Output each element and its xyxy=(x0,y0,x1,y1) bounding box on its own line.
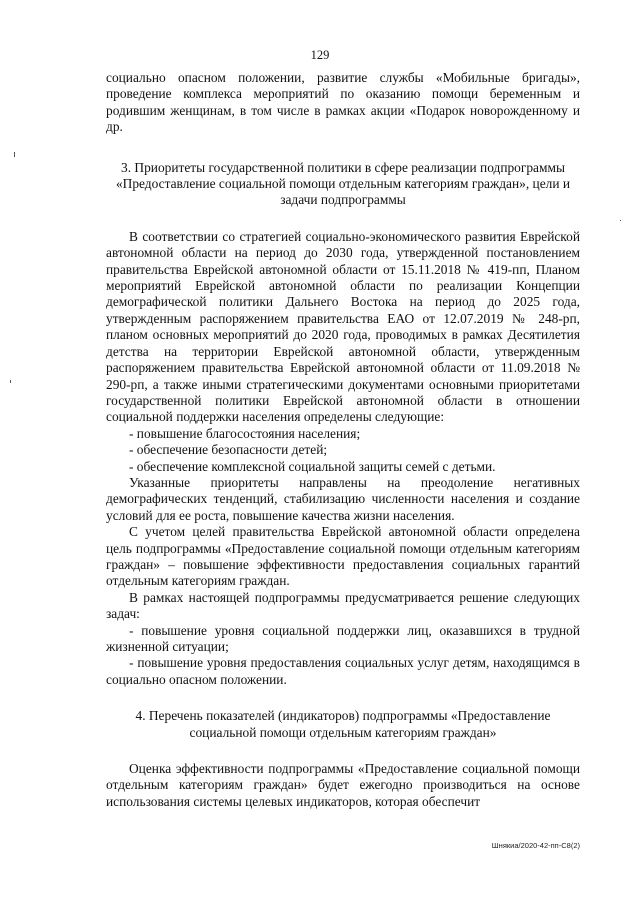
section-4-paragraph-1: Оценка эффективности подпрограммы «Предоставление социальной помощи отдельным категориям граждан» будет ежегодно производиться на основе использования системы целевых индикаторов, которая обеспечит xyxy=(106,761,580,809)
section-3-paragraph-2: Указанные приоритеты направлены на преодоление негативных демографических тенденций, стабилизацию численности населения и создание условий для ее роста, повышение качества жизни населения. xyxy=(106,474,580,523)
scan-speck xyxy=(10,380,11,383)
priority-item: - обеспечение безопасности детей; xyxy=(129,442,328,458)
footer-stamp: Шнякиа/2020-42-пп-С8(2) xyxy=(491,841,580,850)
priority-item: - обеспечение комплексной социальной защиты семей с детьми. xyxy=(129,458,496,474)
section-4-heading: 4. Перечень показателей (индикаторов) подпрограммы «Предоставление социальной помощи отдельным категориям граждан» xyxy=(135,708,551,740)
section-3-paragraph-3: С учетом целей правительства Еврейской автономной области определена цель подпрограммы «Предоставление социальной помощи отдельным категориям граждан» – повышение эффективности предоставления социальных гарантий отдельным категориям граждан. xyxy=(106,524,580,589)
document-body xyxy=(106,70,580,810)
task-item: - повышение уровня предоставления социальных услуг детям, находящимся в социально опасном положении. xyxy=(106,655,580,687)
page-number: 129 xyxy=(310,48,330,62)
section-3-paragraph-1: В соответствии со стратегией социально-экономического развития Еврейской автономной области на период до 2030 года, утвержденной постановлением правительства Еврейской автономной области от 15.11.2018 № 419-пп, Планом мероприятий Еврейской автономной области по реализации Концепции демографической политики Дальнего Востока на период до 2025 года, утвержденным распоряжением правительства ЕАО от 12.07.2019 № 248-рп, планом основных мероприятий до 2020 года, проводимых в рамках Десятилетия детства на территории Еврейской автономной области, утвержденным распоряжением правительства Еврейской автономной области от 11.09.2018 № 290-рп, а также иными стратегическими документами основными приоритетами государственной политики Еврейской автономной области в отношении социальной поддержки населения определены следующие: xyxy=(106,228,580,425)
section-3-heading: 3. Приоритеты государственной политики в сфере реализации подпрограммы «Предоставление социальной помощи отдельным категориям граждан», цели и задачи подпрограммы xyxy=(115,159,571,208)
intro-paragraph: социально опасном положении, развитие службы «Мобильные бригады», проведение комплекса мероприятий по оказанию помощи беременным и родившим женщинам, в том числе в рамках акции «Подарок новорожденному и др. xyxy=(106,70,580,135)
scan-speck xyxy=(620,220,621,221)
scan-speck xyxy=(14,152,15,157)
section-3-paragraph-4: В рамках настоящей подпрограммы предусматривается решение следующих задач: xyxy=(106,589,580,622)
task-item: - повышение уровня социальной поддержки лиц, оказавшихся в трудной жизненной ситуации; xyxy=(106,622,580,654)
priority-item: - повышение благосостояния населения; xyxy=(129,425,361,441)
